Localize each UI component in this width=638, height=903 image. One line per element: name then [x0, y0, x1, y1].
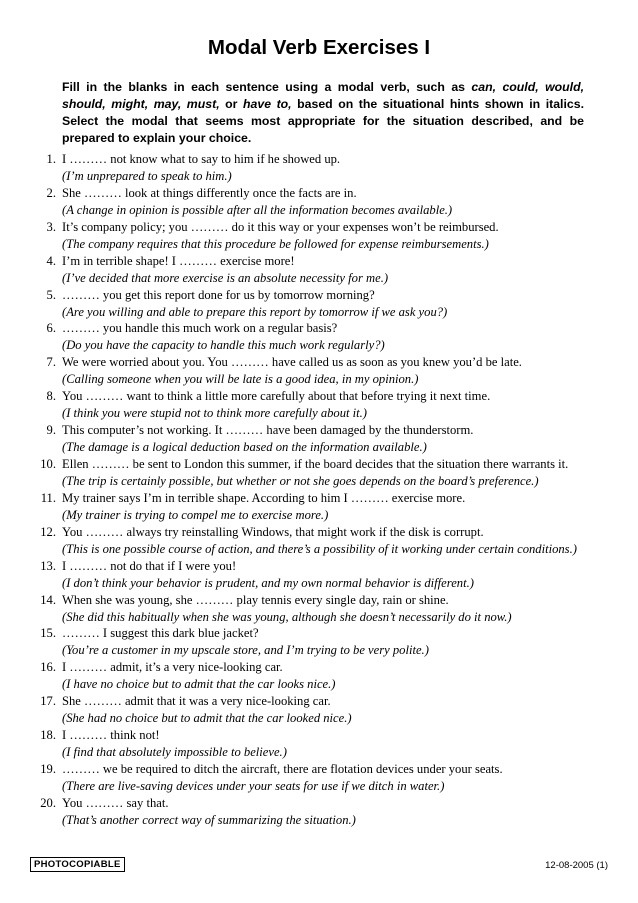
exercise-sentence: It’s company policy; you ……… do it this way or your expenses won’t be reimbursed.	[62, 219, 499, 234]
instructions-text-3: based on the situational hints shown in italics. Select the modal that seems most appropriate for the situation described, and be prepared to explain your choice.	[62, 97, 584, 145]
exercise-hint: (I have no choice but to admit that the car looks nice.)	[62, 677, 336, 692]
exercise-item	[0, 388, 638, 422]
exercise-sentence: ……… we be required to ditch the aircraft, there are flotation devices under your seats.	[62, 762, 503, 777]
exercise-number: 18.	[40, 728, 56, 743]
exercise-number: 2.	[46, 185, 56, 200]
exercise-number: 6.	[46, 321, 56, 336]
exercise-number: 7.	[46, 355, 56, 370]
exercise-hint: (Do you have the capacity to handle this much work regularly?)	[62, 338, 385, 353]
exercise-item	[0, 151, 638, 185]
exercise-hint: (There are live-saving devices under your seats for use if we ditch in water.)	[62, 779, 445, 794]
exercise-item	[0, 287, 638, 321]
exercise-hint: (Are you willing and able to prepare this report by tomorrow if we ask you?)	[62, 304, 448, 319]
exercise-item	[0, 490, 638, 524]
exercise-hint: (I think you were stupid not to think more carefully about it.)	[62, 406, 367, 421]
photocopiable-badge: PHOTOCOPIABLE	[30, 857, 125, 872]
exercise-number: 14.	[40, 592, 56, 607]
exercise-sentence: You ……… always try reinstalling Windows, that might work if the disk is corrupt.	[62, 524, 484, 539]
exercise-sentence: She ……… look at things differently once the facts are in.	[62, 185, 357, 200]
exercise-sentence: I ……… not do that if I were you!	[62, 558, 237, 573]
exercise-hint: (I’m unprepared to speak to him.)	[62, 169, 232, 183]
instructions-text-2: or	[219, 97, 243, 111]
exercise-sentence: We were worried about you. You ……… have called us as soon as you knew you’d be late.	[62, 355, 522, 370]
exercise-item	[0, 659, 638, 693]
exercise-hint: (You’re a customer in my upscale store, and I’m trying to be very polite.)	[62, 643, 429, 658]
instructions	[62, 79, 584, 147]
exercise-item	[0, 795, 638, 829]
exercise-hint: (She had no choice but to admit that the car looked nice.)	[62, 711, 352, 726]
exercise-sentence: Ellen ……… be sent to London this summer, if the board decides that the situation there warrants it.	[62, 457, 569, 472]
exercise-sentence: ……… you handle this much work on a regular basis?	[62, 321, 338, 336]
page-title: Modal Verb Exercises I	[207, 36, 431, 59]
exercise-number: 8.	[46, 389, 56, 404]
instructions-text-1: Fill in the blanks in each sentence using a modal verb, such as	[62, 80, 472, 94]
exercise-hint: (Calling someone when you will be late is a good idea, in my opinion.)	[62, 372, 419, 387]
exercise-item	[0, 592, 638, 626]
exercise-number: 20.	[40, 795, 56, 810]
exercise-sentence: I ……… admit, it’s a very nice-looking car.	[62, 660, 283, 675]
exercise-number: 11.	[40, 490, 56, 505]
exercise-hint: (A change in opinion is possible after all the information becomes available.)	[62, 202, 453, 217]
exercise-sentence: She ……… admit that it was a very nice-looking car.	[62, 694, 331, 709]
exercise-sentence: You ……… say that.	[62, 795, 169, 810]
exercise-hint: (The company requires that this procedure be followed for expense reimbursements.)	[62, 236, 489, 251]
exercise-number: 3.	[46, 219, 56, 234]
instructions-modals-1: can, could, would, should, might, may, must,	[62, 80, 585, 111]
exercise-sentence: ……… you get this report done for us by tomorrow morning?	[62, 287, 375, 302]
exercise-list	[0, 151, 638, 829]
exercise-sentence: I ……… not know what to say to him if he showed up.	[62, 152, 341, 166]
exercise-item	[0, 354, 638, 388]
exercise-number: 4.	[46, 253, 56, 268]
exercise-hint: (My trainer is trying to compel me to exercise more.)	[62, 507, 329, 522]
exercise-sentence: This computer’s not working. It ……… have been damaged by the thunderstorm.	[62, 423, 474, 438]
exercise-number: 1.	[46, 152, 56, 166]
exercise-item	[0, 727, 638, 761]
exercise-hint: (The trip is certainly possible, but whether or not she goes depends on the board’s preference.)	[62, 474, 539, 489]
exercise-sentence: I ……… think not!	[62, 728, 160, 743]
instructions-modals-2: have to,	[243, 97, 292, 111]
exercise-number: 17.	[40, 694, 56, 709]
exercise-hint: (This is one possible course of action, and there’s a possibility of it working under certain conditions.)	[62, 541, 577, 556]
exercise-item	[0, 456, 638, 490]
exercise-item	[0, 625, 638, 659]
exercise-number: 9.	[46, 423, 56, 438]
exercise-hint: (I find that absolutely impossible to believe.)	[62, 745, 287, 760]
exercise-hint: (I’ve decided that more exercise is an absolute necessity for me.)	[62, 270, 389, 285]
exercise-number: 16.	[40, 660, 56, 675]
exercise-item	[0, 320, 638, 354]
exercise-item	[0, 693, 638, 727]
footer-date: 12-08-2005 (1)	[545, 860, 608, 871]
exercise-hint: (The damage is a logical deduction based on the information available.)	[62, 440, 427, 455]
exercise-item	[0, 558, 638, 592]
exercise-item	[0, 524, 638, 558]
exercise-hint: (That’s another correct way of summarizing the situation.)	[62, 812, 356, 827]
exercise-sentence: When she was young, she ……… play tennis every single day, rain or shine.	[62, 592, 449, 607]
exercise-number: 12.	[40, 524, 56, 539]
exercise-item	[0, 253, 638, 287]
exercise-number: 15.	[40, 626, 56, 641]
exercise-sentence: I’m in terrible shape! I ……… exercise more!	[62, 253, 295, 268]
exercise-sentence: You ……… want to think a little more carefully about that before trying it next time.	[62, 389, 491, 404]
exercise-item	[0, 422, 638, 456]
exercise-number: 19.	[40, 762, 56, 777]
exercise-hint: (She did this habitually when she was young, although she doesn’t necessarily do it now.)	[62, 609, 512, 624]
exercise-number: 5.	[46, 287, 56, 302]
exercise-hint: (I don’t think your behavior is prudent, and my own normal behavior is different.)	[62, 575, 474, 590]
exercise-item	[0, 219, 638, 253]
exercise-number: 13.	[40, 558, 56, 573]
exercise-number: 10.	[40, 457, 56, 472]
exercise-item	[0, 761, 638, 795]
exercise-item	[0, 185, 638, 219]
exercise-sentence: ……… I suggest this dark blue jacket?	[62, 626, 259, 641]
exercise-sentence: My trainer says I’m in terrible shape. According to him I ……… exercise more.	[62, 490, 466, 505]
